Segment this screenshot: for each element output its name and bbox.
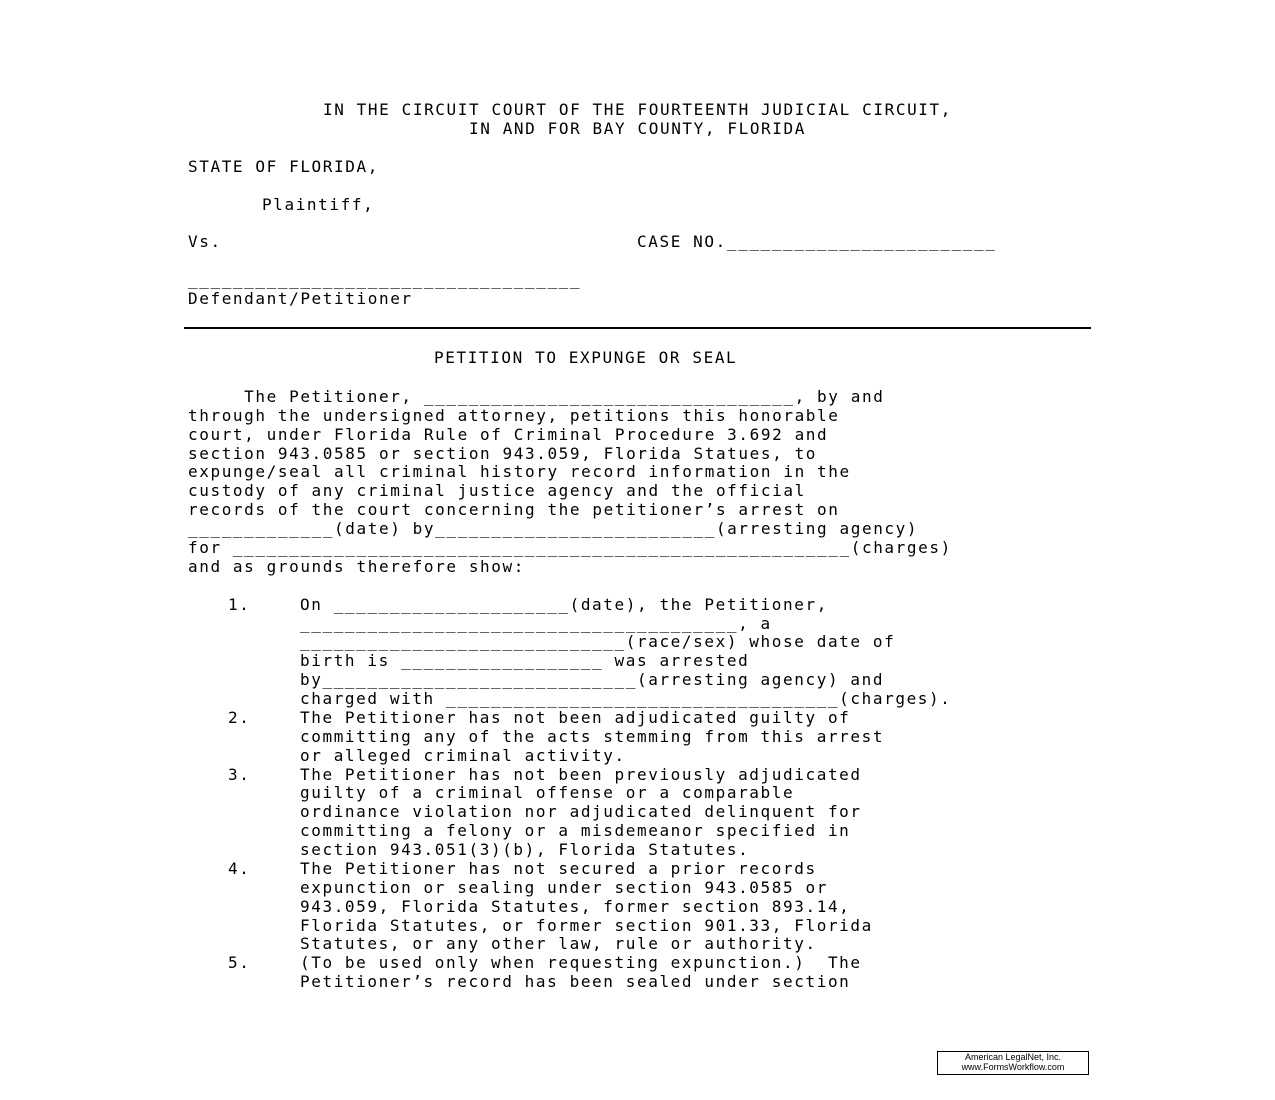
item-line: _____________________________(race/sex) whose date of [300, 632, 896, 651]
item-number: 2. [228, 708, 251, 727]
item-line: The Petitioner has not secured a prior records [300, 859, 817, 878]
intro-line: records of the court concerning the petitioner’s arrest on [188, 500, 840, 519]
court-header-line2: IN AND FOR BAY COUNTY, FLORIDA [469, 119, 806, 138]
court-header-line1: IN THE CIRCUIT COURT OF THE FOURTEENTH JUDICIAL CIRCUIT, [322, 100, 953, 119]
intro-line: _____________(date) by_________________________(arresting agency) [188, 519, 919, 538]
item-line: committing any of the acts stemming from this arrest [300, 727, 885, 746]
defendant-name-blank: ___________________________________ [188, 270, 582, 289]
item-line: birth is __________________ was arrested [300, 651, 750, 670]
publisher-badge [937, 1051, 1089, 1075]
plaintiff-name: STATE OF FLORIDA, [188, 157, 379, 176]
item-line: guilty of a criminal offense or a comparable [300, 783, 795, 802]
intro-line: expunge/seal all criminal history record information in the [188, 462, 851, 481]
publisher-url: www.FormsWorkflow.com [961, 1062, 1065, 1072]
intro-line: and as grounds therefore show: [188, 557, 525, 576]
intro-line: through the undersigned attorney, petitions this honorable [188, 406, 840, 425]
item-line: ordinance violation nor adjudicated delinquent for [300, 802, 862, 821]
item-number: 1. [228, 595, 251, 614]
item-line: expunction or sealing under section 943.0585 or [300, 878, 828, 897]
item-line: section 943.051(3)(b), Florida Statutes. [300, 840, 750, 859]
item-line: On _____________________(date), the Petitioner, [300, 595, 828, 614]
item-line: Florida Statutes, or former section 901.33, Florida [300, 916, 873, 935]
case-number-field: CASE NO.________________________ [637, 232, 997, 251]
item-line: Statutes, or any other law, rule or authority. [300, 934, 817, 953]
intro-line: court, under Florida Rule of Criminal Procedure 3.692 and [188, 425, 829, 444]
item-line: The Petitioner has not been adjudicated guilty of [300, 708, 851, 727]
item-number: 4. [228, 859, 251, 878]
defendant-role: Defendant/Petitioner [188, 289, 413, 308]
caption-divider [184, 327, 1091, 329]
plaintiff-role: Plaintiff, [262, 195, 375, 214]
item-line: committing a felony or a misdemeanor specified in [300, 821, 851, 840]
intro-line: The Petitioner, _________________________________, by and [188, 387, 885, 406]
intro-line: custody of any criminal justice agency and the official [188, 481, 806, 500]
versus-label: Vs. [188, 232, 222, 251]
item-line: The Petitioner has not been previously adjudicated [300, 765, 862, 784]
item-number: 3. [228, 765, 251, 784]
petition-title: PETITION TO EXPUNGE OR SEAL [434, 348, 738, 367]
item-line: 943.059, Florida Statutes, former section 893.14, [300, 897, 851, 916]
item-line: charged with ___________________________________(charges). [300, 689, 952, 708]
item-line: _______________________________________, a [300, 614, 772, 633]
item-line: Petitioner’s record has been sealed under section [300, 972, 851, 991]
item-number: 5. [228, 953, 251, 972]
item-line: (To be used only when requesting expunction.) The [300, 953, 862, 972]
intro-line: section 943.0585 or section 943.059, Florida Statues, to [188, 444, 818, 463]
publisher-name: American LegalNet, Inc. [964, 1052, 1062, 1062]
item-line: or alleged criminal activity. [300, 746, 626, 765]
intro-line: for _______________________________________________________(charges) [188, 538, 952, 557]
item-line: by____________________________(arresting agency) and [300, 670, 885, 689]
